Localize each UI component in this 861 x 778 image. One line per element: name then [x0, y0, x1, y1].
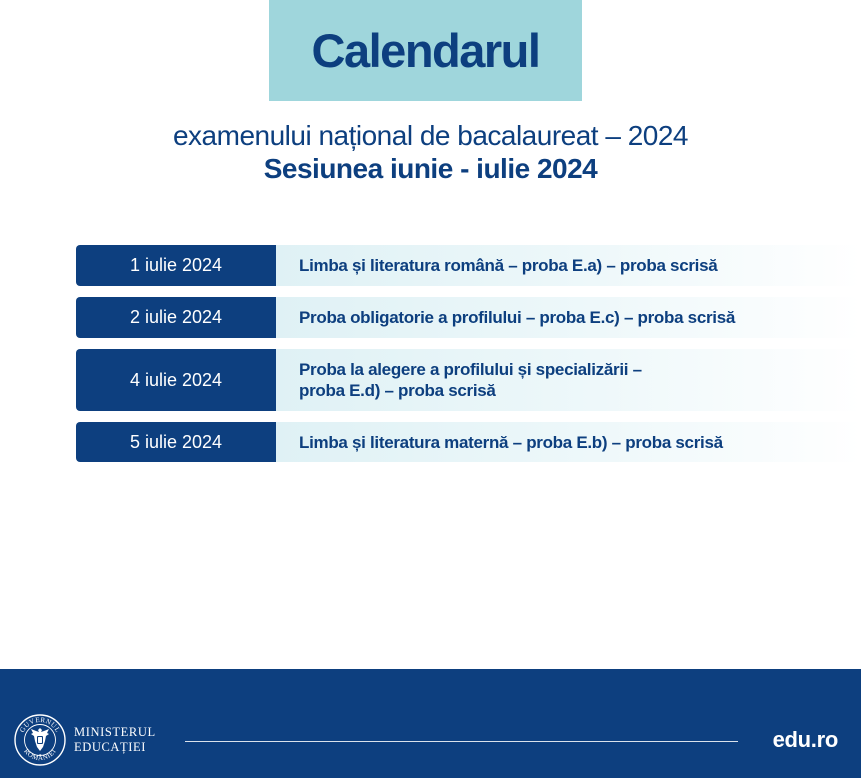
footer-divider	[185, 741, 738, 742]
schedule-description: Limba și literatura română – proba E.a) – proba scrisă	[276, 245, 861, 286]
schedule-description	[276, 349, 861, 411]
schedule-row-1	[76, 245, 861, 286]
emblem-ring-top: GUVERNUL	[18, 715, 62, 734]
ministry-name	[74, 725, 156, 755]
schedule-row-3	[76, 349, 861, 411]
schedule-row-4	[76, 422, 861, 462]
schedule-date: 5 iulie 2024	[76, 422, 276, 462]
schedule-description: Proba obligatorie a profilului – proba E.c) – proba scrisă	[276, 297, 861, 338]
schedule-description-line: Proba la alegere a profilului și specializării –	[299, 360, 642, 379]
ministry-line: EDUCAȚIEI	[74, 740, 147, 754]
page-title: Calendarul	[311, 24, 540, 77]
government-emblem-icon	[14, 714, 66, 766]
schedule-date: 1 iulie 2024	[76, 245, 276, 286]
schedule-date: 2 iulie 2024	[76, 297, 276, 338]
session-title: Sesiunea iunie - iulie 2024	[263, 153, 598, 184]
ministry-line: MINISTERUL	[74, 725, 156, 739]
website-link[interactable]: edu.ro	[772, 727, 838, 752]
title-banner	[269, 0, 582, 101]
footer-bar	[0, 669, 861, 778]
schedule-description: Limba și literatura maternă – proba E.b) – proba scrisă	[276, 422, 861, 462]
exam-subtitle: examenului național de bacalaureat – 2024	[172, 120, 688, 151]
schedule-row-2	[76, 297, 861, 338]
emblem-ring-bottom: ROMÂNIEI	[22, 747, 58, 763]
schedule-date: 4 iulie 2024	[76, 349, 276, 411]
schedule-description-line: proba E.d) – proba scrisă	[299, 381, 496, 400]
